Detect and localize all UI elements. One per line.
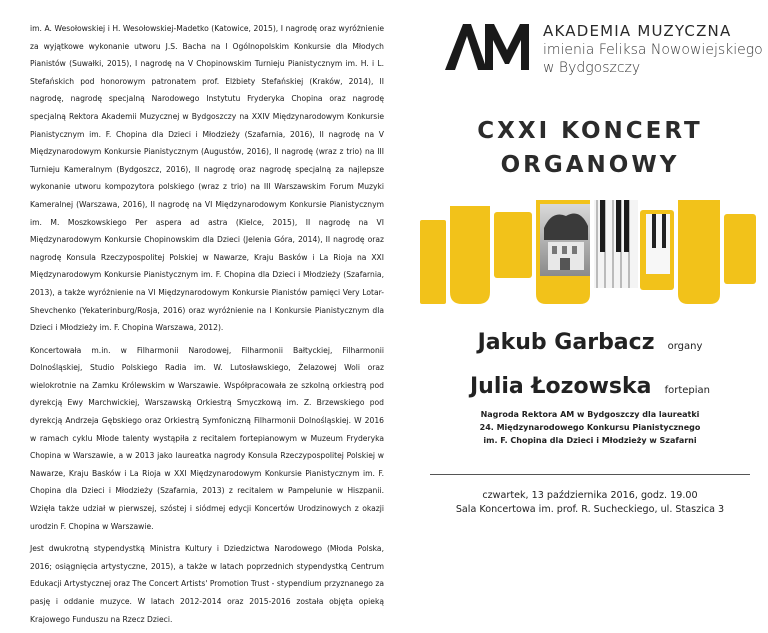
biography-text: [30, 20, 384, 633]
concert-title-line2: ORGANOWY: [500, 152, 680, 178]
building-photo: [540, 204, 590, 276]
decorative-banner: [420, 200, 756, 304]
performer-2-instrument: fortepian: [664, 385, 710, 396]
am-monogram-icon: [441, 20, 533, 72]
logo-patron-name: imienia Feliksa Nowowiejskiego: [543, 42, 763, 58]
event-date: czwartek, 13 października 2016, godz. 19.00: [482, 490, 698, 501]
bio-paragraph-2: Koncertowała m.in. w Filharmonii Narodowej, Filharmonii Bałtyckiej, Filharmonii Dolnośląskiej, Studio Polskiego Radia im. W. Lutosławskiego, Żelazowej Woli oraz wielokrotnie na Zamku Królewskim w Warszawie. Współpracowała ze szkolną orkiestrą pod dyrekcją Ewy Marchwickiej, Warszawską Orkiestrą Smyczkową im. Z. Brzewskiego pod dyrekcją Andrzeja Gębskiego oraz Orkiestrą Symfoniczną Filharmonii Dolnośląskiej. W 2016 w ramach cyklu Młode talenty wystąpiła z recitalem fortepianowym w Muzeum Fryderyka Chopina w Warszawie, a w 2013 jako laureatka nagrody Konsula Rzeczypospolitej Polskiej w Nawarze, Kraju Basków i La Rioja w XXI Międzynarodowym Konkursie Pianistycznym im. F. Chopina dla Dzieci i Młodzieży (Szafarnia, 2013) z recitalem w Pampelunie w Hiszpanii. Wzięła także udział w pierwszej, szóstej i siódmej edycji Koncertów Urodzinowych z okazji urodzin F. Chopina w Warszawie.: [30, 345, 384, 531]
bio-paragraph-1: im. A. Wesołowskiej i H. Wesołowskiej-Madetko (Katowice, 2015), I nagrodę oraz wyróżnienie za wyjątkowe wykonanie utworu J.S. Bacha na I Ogólnopolskim Konkursie dla Młodych Pianistów (Suwałki, 2015), I nagrodę na V Chopinowskim Turnieju Pianistycznym im. H. i L. Stefańskich pod honorowym patronatem prof. Elżbiety Stefańskiej (Kraków, 2014), II nagrodę, nagrodę specjalną Narodowego Instytutu Fryderyka Chopina oraz nagrodę specjalną Rektora Akademii Muzycznej w Bydgoszczy na XXIV Międzynarodowym Konkursie Pianistycznym im. F. Chopina dla Dzieci i Młodzieży (Szafarnia, 2016), II nagrodę na V Międzynarodowym Konkursie Pianistycznym (Augustów, 2016), II nagrodę (wraz z trio) na III Turnieju Kameralnym (Bydgoszcz, 2016), II nagrodę oraz nagrodę specjalną za najlepsze wykonanie utworu kompozytora polskiego (wraz z trio) na III Warszawskim Forum Muzyki Kameralnej (Warszawa, 2016), II nagrodę na VI Międzynarodowym Konkursie Pianistycznym im. M. Moszkowskiego Per aspera ad astra (Kielce, 2015), II nagrodę na VI Międzynarodowym Konkursie Chopinowskim dla Dzieci (Jelenia Góra, 2014), II nagrodę oraz nagrodę Konsula Rzeczypospolitej Polskiej w Nawarze, Kraju Basków i La Rioja na XXI Międzynarodowym Konkursie Pianistycznym im. F. Chopina dla Dzieci i Młodzieży (Szafarnia, 2013), a także wyróżnienie na VI Międzynarodowym Konkursie Pianistów pamięci Very Lotar-Shevchenko (Yekaterinburg/Rosja, 2016) oraz wyróżnienie na I Konkursie Pianistycznym dla Dzieci i Młodzieży im. F. Chopina Warszawa, 2012).: [30, 24, 384, 333]
performer-1-name: Jakub Garbacz: [477, 330, 655, 355]
bio-paragraph-3: Jest dwukrotną stypendystką Ministra Kultury i Dziedzictwa Narodowego (Młoda Polska, 2016; osiągnięcia artystyczne, 2015), a także w latach poprzednich stypendystką Centrum Edukacji Artystycznej oraz The Concert Artists' Promotion Trust - stypendium przyznanego za pasję i oddanie muzyce. W latach 2012-2014 oraz 2015-2016 została objęta opieką Krajowego Funduszu na Rzecz Dzieci.: [30, 544, 384, 624]
performer-1: [430, 330, 750, 355]
logo-city: w Bydgoszczy: [543, 60, 641, 76]
logo-academy-name: AKADEMIA MUZYCZNA: [543, 22, 732, 40]
event-venue: Sala Koncertowa im. prof. R. Sucheckiego, ul. Staszica 3: [455, 504, 725, 515]
academy-logo: [441, 16, 763, 80]
performer-2: [430, 374, 750, 399]
award-line-2: 24. Międzynarodowego Konkursu Pianistycznego: [479, 423, 701, 432]
performer-2-name: Julia Łozowska: [469, 374, 652, 399]
divider: [430, 474, 750, 475]
performer-1-instrument: organy: [667, 341, 703, 352]
concert-title-line1: CXXI KONCERT: [477, 118, 703, 144]
award-line-3: im. F. Chopina dla Dzieci i Młodzieży w Szafarni: [483, 436, 697, 445]
award-line-1: Nagroda Rektora AM w Bydgoszczy dla laureatki: [480, 410, 700, 419]
award-note: [430, 408, 750, 447]
